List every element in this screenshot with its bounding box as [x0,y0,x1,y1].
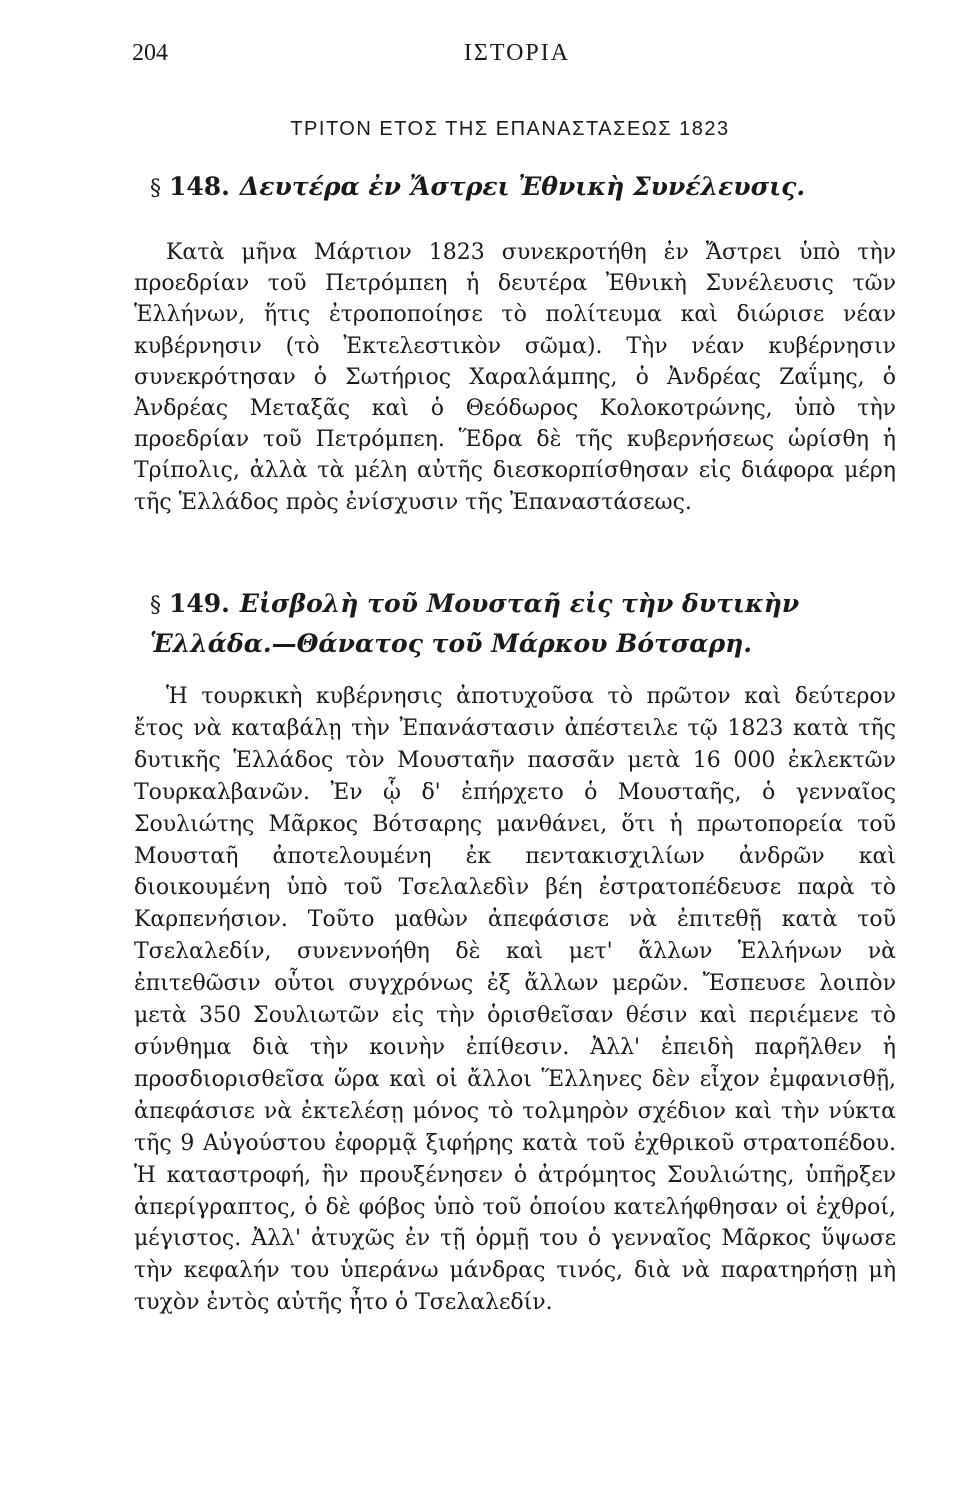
section-149-paragraph: Ἡ τουρκικὴ κυβέρνησις ἀποτυχοῦσα τὸ πρῶτον καὶ δεύτερον ἔτος νὰ καταβάλῃ τὴν Ἐπανάστασιν ἀπέστειλε τῷ 1823 κατὰ τῆς δυτικῆς Ἑλλάδος τὸν Μουσταῆν πασσᾶν μετὰ 16 000 ἐκλεκτῶν Τουρκαλβανῶν. Ἐν ᾧ δ' ἐπήρχετο ὁ Μουσταῆς, ὁ γενναῖος Σουλιώτης Μᾶρκος Βότσαρης μανθάνει, ὅτι ἡ πρωτοπορεία τοῦ Μουσταῆ ἀποτελουμένη ἐκ πεντακισχιλίων ἀνδρῶν καὶ διοικουμένη ὑπὸ τοῦ Τσελαλεδὶν βέη ἐστρατοπέδευσε παρὰ τὸ Καρπενήσιον. Τοῦτο μαθὼν ἀπεφάσισε νὰ ἐπιτεθῇ κατὰ τοῦ Τσελαλεδίν, συνεννοήθη δὲ καὶ μετ' ἄλλων Ἑλλήνων νὰ ἐπιτεθῶσιν οὗτοι συγχρόνως ἐξ ἄλλων μερῶν. Ἔσπευσε λοιπὸν μετὰ 350 Σουλιωτῶν εἰς τὴν ὁρισθεῖσαν θέσιν καὶ περιέμενε τὸ σύνθημα διὰ τὴν κοινὴν ἐπίθεσιν. Ἀλλ' ἐπειδὴ παρῆλθεν ἡ προσδιορισθεῖσα ὥρα καὶ οἱ ἄλλοι Ἕλληνες δὲν εἶχον ἐμφανισθῇ, ἀπεφάσισε νὰ ἐκτελέσῃ μόνος τὸ τολμηρὸν σχέδιον καὶ τὴν νύκτα τῆς 9 Αὐγούστου ἐφορμᾷ ξιφήρης κατὰ τοῦ ἐχθρικοῦ στρατοπέδου. Ἡ καταστροφή, ἣν προυξένησεν ὁ ἀτρόμητος Σουλιώτης, ὑπῆρξεν ἀπερίγραπτος, ὁ δὲ φόβος ὑπὸ τοῦ ὁποίου κατελήφθησαν οἱ ἐχθροί, μέγιστος. Ἀλλ' ἀτυχῶς ἐν τῇ ὁρμῇ του ὁ γενναῖος Μᾶρκος ὕψωσε τὴν κεφαλήν του ὑπεράνω μάνδρας τινός, διὰ νὰ παρατηρήσῃ μὴ τυχὸν ἐντὸς αὐτῆς ἦτο ὁ Τσελαλεδίν. [134,684,896,1316]
section-148-heading [150,170,890,205]
section-title: Εἰσβολὴ τοῦ Μουσταῆ εἰς τὴν δυτικὴν Ἑλλάδα.—Θάνατος τοῦ Μάρκου Βότσαρη. [150,589,800,658]
section-149-heading [150,585,890,663]
section-mark: § [150,593,161,618]
year-heading: ΤΡΙΤΟΝ ΕΤΟΣ ΤΗΣ ΕΠΑΝΑΣΤΑΣΕΩΣ 1823 [290,118,730,140]
page-number: 204 [132,40,168,66]
section-number: 149. [169,589,230,618]
running-head [132,40,902,72]
running-title: ΙΣΤΟΡΙΑ [463,40,571,66]
section-mark: § [150,176,161,201]
section-title: Δευτέρα ἐν Ἄστρει Ἐθνικὴ Συνέλευσις. [239,172,806,201]
section-number: 148. [169,172,230,201]
section-148-paragraph: Κατὰ μῆνα Μάρτιον 1823 συνεκροτήθη ἐν Ἄστρει ὑπὸ τὴν προεδρίαν τοῦ Πετρόμπεη ἡ δευτέρα Ἐθνικὴ Συνέλευσις τῶν Ἑλλήνων, ἥτις ἐτροποποίησε τὸ πολίτευμα καὶ διώρισε νέαν κυβέρνησιν (τὸ Ἐκτελεστικὸν σῶμα). Τὴν νέαν κυβέρνησιν συνεκρότησαν ὁ Σωτήριος Χαραλάμπης, ὁ Ἀνδρέας Ζαΐμης, ὁ Ἀνδρέας Μεταξᾶς καὶ ὁ Θεόδωρος Κολοκοτρώνης, ὑπὸ τὴν προεδρίαν τοῦ Πετρόμπεη. Ἕδρα δὲ τῆς κυβερνήσεως ὡρίσθη ἡ Τρίπολις, ἀλλὰ τὰ μέλη αὐτῆς διεσκορπίσθησαν εἰς διάφορα μέρη τῆς Ἑλλάδος πρὸς ἐνίσχυσιν τῆς Ἐπαναστάσεως. [134,240,896,515]
